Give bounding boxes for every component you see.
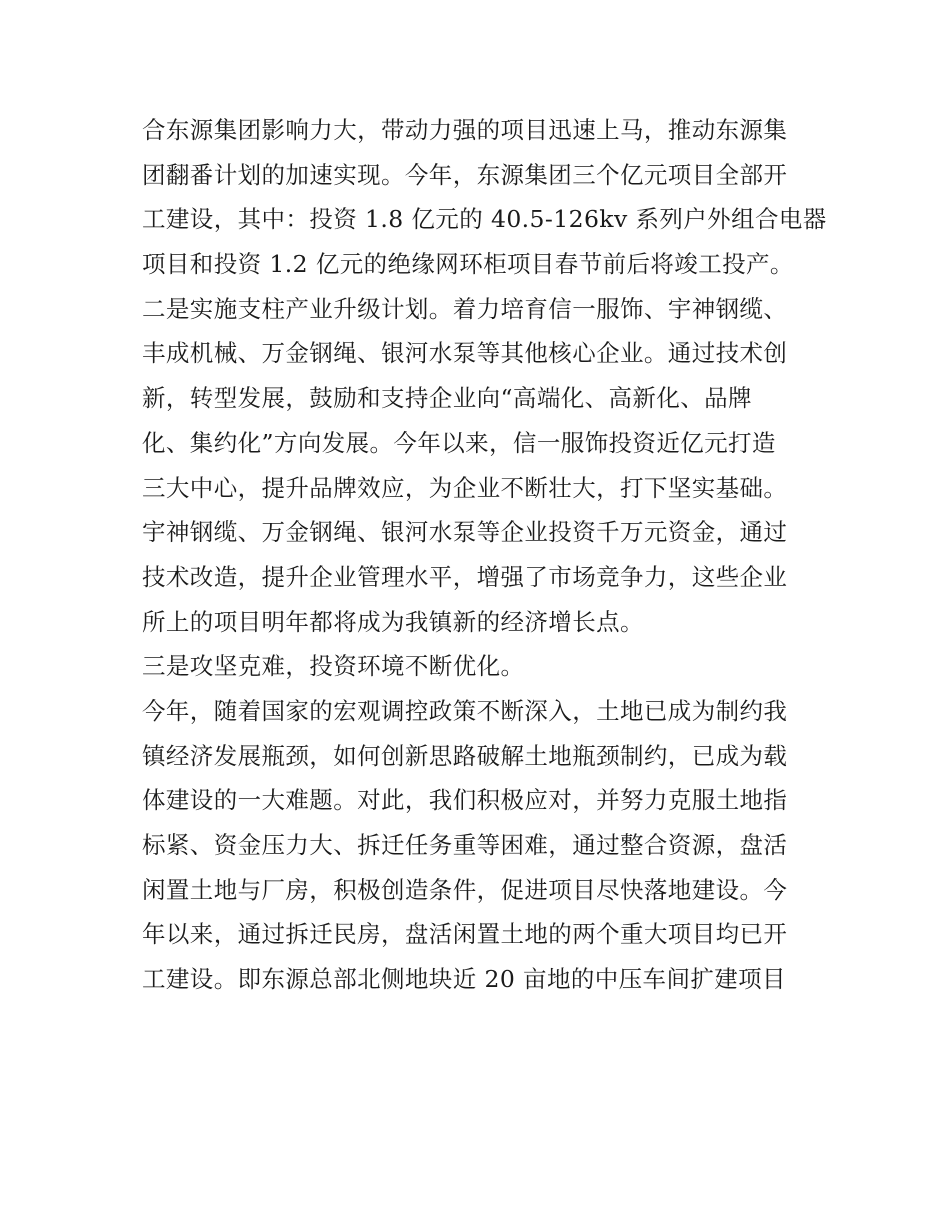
text-line: 体建设的一大难题。对此，我们积极应对，并努力克服土地指 (142, 786, 788, 815)
text-line: 镇经济发展瓶颈，如何创新思路破解土地瓶颈制约，已成为载 (142, 741, 788, 770)
section-heading-line: 三是攻坚克难，投资环境不断优化。 (142, 652, 525, 681)
text-line: 标紧、资金压力大、拆迁任务重等困难，通过整合资源，盘活 (142, 831, 788, 859)
text-line: 技术改造，提升企业管理水平，增强了市场竞争力，这些企业 (142, 562, 788, 591)
text-line: 合东源集团影响力大，带动力强的项目迅速上马，推动东源集 (142, 116, 788, 144)
text-line: 宇神钢缆、万金钢绳、银河水泵等企业投资千万元资金，通过 (142, 518, 788, 547)
text-line: 年以来，通过拆迁民房，盘活闲置土地的两个重大项目均已开 (142, 920, 788, 949)
text-line: 工建设。即东源总部北侧地块近 20 亩地的中压车间扩建项目 (142, 965, 786, 994)
text-line: 二是实施支柱产业升级计划。着力培育信一服饰、宇神钢缆、 (142, 294, 788, 323)
text-line: 今年，随着国家的宏观调控政策不断深入，土地已成为制约我 (142, 696, 788, 725)
text-line: 三大中心，提升品牌效应，为企业不断壮大，打下坚实基础。 (142, 473, 788, 502)
text-line: 团翻番计划的加速实现。今年，东源集团三个亿元项目全部开 (142, 160, 788, 189)
text-line: 所上的项目明年都将成为我镇新的经济增长点。 (142, 607, 644, 636)
text-line: 化、集约化”方向发展。今年以来，信一服饰投资近亿元打造 (142, 428, 776, 457)
text-line: 项目和投资 1.2 亿元的绝缘网环柜项目春节前后将竣工投产。 (142, 250, 794, 279)
text-line: 工建设，其中：投资 1.8 亿元的 40.5-126kv 系列户外组合电器 (142, 205, 827, 234)
text-line: 闲置土地与厂房，积极创造条件，促进项目尽快落地建设。今 (142, 875, 788, 904)
document-body (142, 108, 827, 1002)
text-line: 丰成机械、万金钢绳、银河水泵等其他核心企业。通过技术创 (142, 339, 788, 368)
text-line: 新，转型发展，鼓励和支持企业向“高端化、高新化、品牌 (142, 384, 752, 413)
